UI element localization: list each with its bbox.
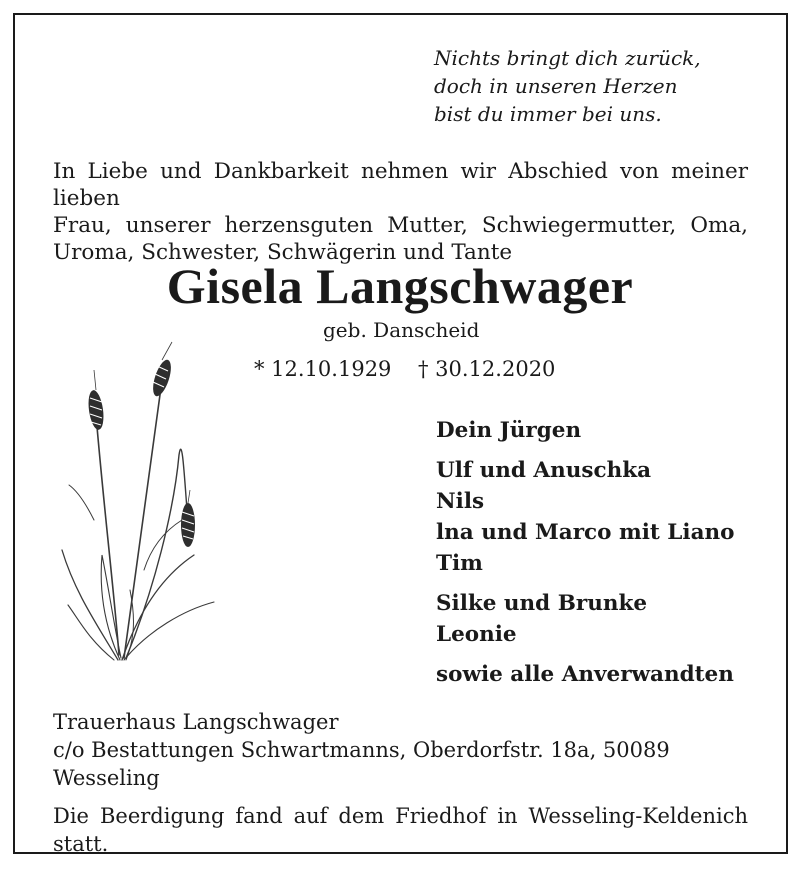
funeral-note: Die Beerdigung fand auf dem Friedhof in Wesseling-Keldenich	[53, 804, 748, 828]
address: c/o Bestattungen Schwartmanns, Oberdorfstr. 18a, 50089 Wesseling	[53, 738, 670, 790]
maiden-name: geb. Danscheid	[323, 318, 480, 342]
funeral-note: statt.	[53, 832, 109, 856]
intro-text	[53, 158, 748, 266]
mourner: Ulf und Anuschka	[436, 458, 652, 483]
mourner: Tim	[436, 551, 483, 576]
mourner: Dein Jürgen	[436, 418, 582, 443]
verse-line: doch in unseren Herzen	[434, 74, 678, 98]
death-date: † 30.12.2020	[418, 357, 556, 381]
verse-line: Nichts bringt dich zurück,	[434, 46, 701, 70]
mourner: Leonie	[436, 622, 517, 647]
intro-line: In Liebe und Dankbarkeit nehmen wir Abschied von meiner lieben	[53, 159, 748, 211]
mourner: Silke und Brunke	[436, 591, 648, 616]
mourners-list	[436, 415, 735, 690]
mourning-house: Trauerhaus Langschwager	[53, 710, 339, 734]
deceased-name: Gisela Langschwager	[166, 258, 634, 314]
mourner: Nils	[436, 489, 485, 514]
wheat-ears-icon	[54, 340, 234, 670]
footer-info	[53, 708, 748, 858]
mourner: sowie alle Anverwandten	[436, 662, 734, 687]
intro-line: Frau, unserer herzensguten Mutter, Schwiegermutter, Oma,	[53, 213, 748, 238]
verse-line: bist du immer bei uns.	[434, 102, 662, 126]
birth-date: * 12.10.1929	[254, 357, 392, 381]
memorial-verse	[434, 44, 701, 128]
mourner: lna und Marco mit Liano	[436, 520, 735, 545]
intro-line: Uroma, Schwester, Schwägerin und Tante	[53, 240, 513, 265]
